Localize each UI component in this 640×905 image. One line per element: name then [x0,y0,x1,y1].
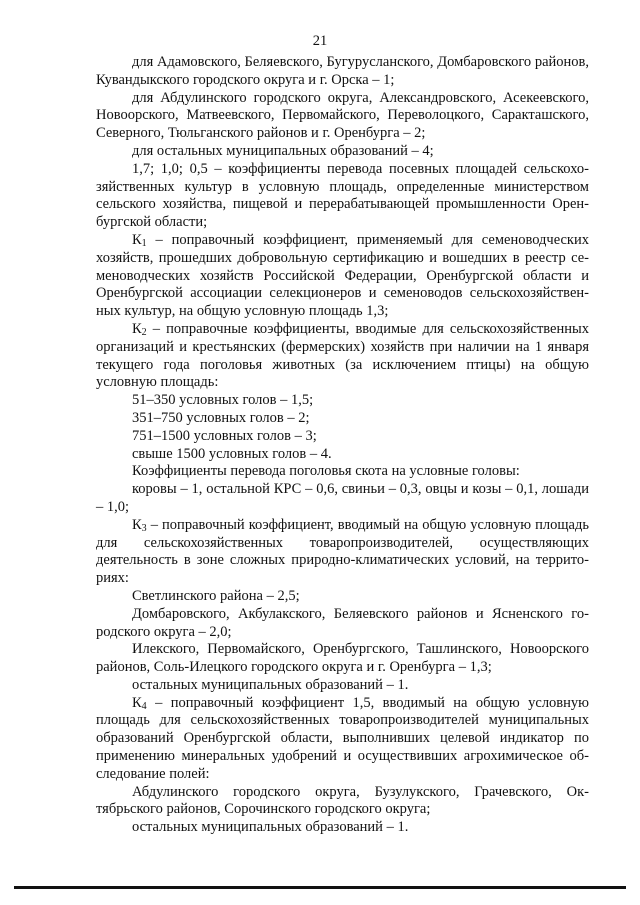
paragraph-13: $К_3$ – поправочный коэффициент, вводимый на общую условную площадь для сельскохозяйственных товаропроизводителей, осуществляющих деятельность в зоне сложных природно-климатических условий, на территориях: [96,516,589,587]
page-number: 21 [312,33,328,49]
bottom-rule [14,886,626,889]
paragraph-18: $К_4$ – поправочный коэффициент 1,5, вводимый на общую условную площадь для сельскохозяйственных товаропроизводителей муниципальных образований Оренбургской области, выполнивших целевой индикатор по применению минеральных удобрений и осуществивших агрохимическое обследование полей: [96,694,589,782]
paragraph-16: Илекского, Первомайского, Оренбургского, Ташлинского, Новоорского районов, Соль-Илецкого городского округа и г. Оренбурга – 1,3; [96,641,589,676]
paragraph-10: свыше 1500 условных голов – 4. [132,445,332,462]
paragraph-4: 1,7; 1,0; 0,5 – коэффициенты перевода посевных площадей сельскохозяйственных культур в условную площадь, определенные министерством сельского хозяйства, пищевой и перерабатывающей промышленности Оренбургской области; [96,160,589,231]
paragraph-8: 351–750 условных голов – 2; [132,409,310,426]
paragraph-2: для Абдулинского городского округа, Александровского, Асекеевского, Новоорского, Матвеевского, Первомайского, Переволоцкого, Саракташского, Северного, Тюльганского районов и г. Оренбурга – 2; [96,89,589,142]
paragraph-9: 751–1500 условных голов – 3; [132,427,317,444]
paragraph-3: для остальных муниципальных образований – 4; [132,142,434,159]
paragraph-1: для Адамовского, Беляевского, Бугурусланского, Домбаровского районов, Кувандыкского городского округа и г. Орска – 1; [96,54,589,88]
paragraph-15: Домбаровского, Акбулакского, Беляевского районов и Ясненского городского округа – 2,0; [96,605,589,640]
paragraph-12: коровы – 1, остальной КРС – 0,6, свиньи – 0,3, овцы и козы – 0,1, лошади – 1,0; [96,481,589,515]
document-body [96,54,589,837]
paragraph-14: Светлинского района – 2,5; [132,587,300,604]
paragraph-11: Коэффициенты перевода поголовья скота на условные головы: [132,463,520,480]
paragraph-6: $К_2$ – поправочные коэффициенты, вводимые для сельскохозяйственных организаций и крестьянских (фермерских) хозяйств при наличии на 1 января текущего года поголовья животных (за исключением птицы) на общую условную площадь: [96,320,589,391]
paragraph-20: остальных муниципальных образований – 1. [132,819,409,836]
paragraph-5: $К_1$ – поправочный коэффициент, применяемый для семеноводческих хозяйств, прошедших добровольную сертификацию и вошедших в реестр семеноводческих хозяйств Российской Федерации, Оренбургской области и Оренбургской ассоциации селекционеров и семеноводов сельскохозяйственных культур, на общую условную площадь 1,3; [96,231,589,320]
paragraph-17: остальных муниципальных образований – 1. [132,676,409,693]
paragraph-7: 51–350 условных голов – 1,5; [132,392,314,409]
paragraph-19: Абдулинского городского округа, Бузулукского, Грачевского, Октябрьского районов, Сорочинского городского округа; [96,783,589,818]
